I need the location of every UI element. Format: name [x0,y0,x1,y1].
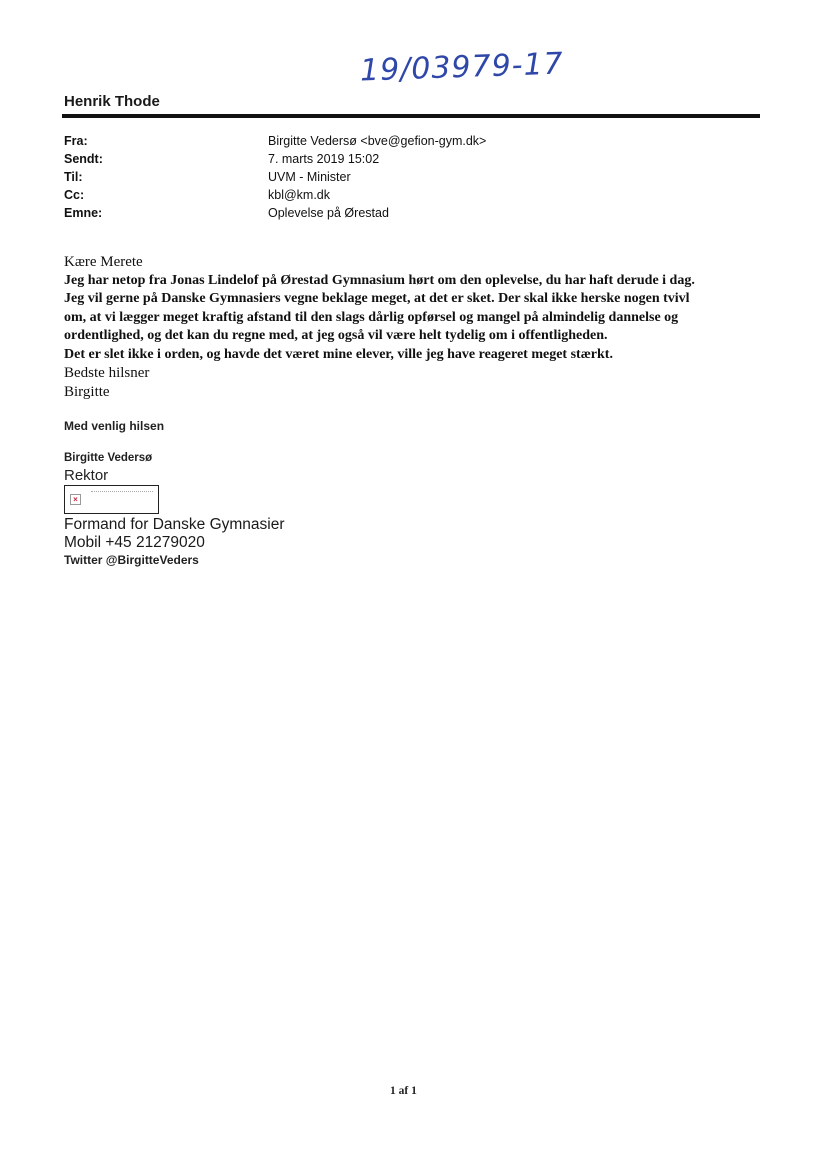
header-value: UVM - Minister [268,170,351,184]
mailbox-owner-name: Henrik Thode [64,93,160,110]
broken-image-icon: × [70,494,81,505]
closing: Bedste hilsner [64,365,150,381]
header-to [64,168,724,186]
broken-image-placeholder [64,485,159,514]
signature-name: Birgitte Vedersø [64,452,153,464]
header-label: Sendt: [64,152,103,166]
greeting: Kære Merete [64,254,143,270]
header-label: Cc: [64,188,85,202]
body-line: Det er slet ikke i orden, og havde det været mine elever, ville jeg have reageret meget stærkt. [64,346,613,362]
header-from [64,132,724,150]
body-line: Jeg har netop fra Jonas Lindelof på Ørestad Gymnasium hørt om den oplevelse, du har haft derude i dag. [64,272,695,288]
header-subject [64,204,724,222]
header-value: 7. marts 2019 15:02 [268,152,380,166]
page-number: 1 af 1 [390,1085,417,1097]
header-cc [64,186,724,204]
faint-text-mark [91,491,153,496]
body-line: ordentlighed, og det kan du regne med, at jeg også vil være helt tydelig om i offentligheden. [64,328,608,343]
signoff: Med venlig hilsen [64,419,165,433]
header-value: kbl@km.dk [268,188,331,202]
header-label: Til: [64,170,83,184]
email-body [64,253,754,401]
body-line: Jeg vil gerne på Danske Gymnasiers vegne beklage meget, at det er sket. Der skal ikke herske nogen tvivl [64,291,690,306]
email-headers [64,132,724,222]
header-value: Oplevelse på Ørestad [268,206,389,220]
header-label: Fra: [64,134,88,148]
header-label: Emne: [64,206,103,220]
header-sent [64,150,724,168]
handwritten-case-number: 19/03979-17 [359,46,565,89]
signature-mobile: Mobil +45 21279020 [64,534,205,551]
body-line: om, at vi lægger meget kraftig afstand til den slags dårlig opførsel og mangel på almindelig dannelse og [64,309,679,325]
first-name: Birgitte [64,383,110,400]
signature-organization: Formand for Danske Gymnasier [64,516,285,533]
header-divider [62,114,760,118]
signature-twitter: Twitter @BirgitteVeders [64,553,199,567]
header-value: Birgitte Vedersø <bve@gefion-gym.dk> [268,134,487,148]
signature-title: Rektor [64,467,109,484]
